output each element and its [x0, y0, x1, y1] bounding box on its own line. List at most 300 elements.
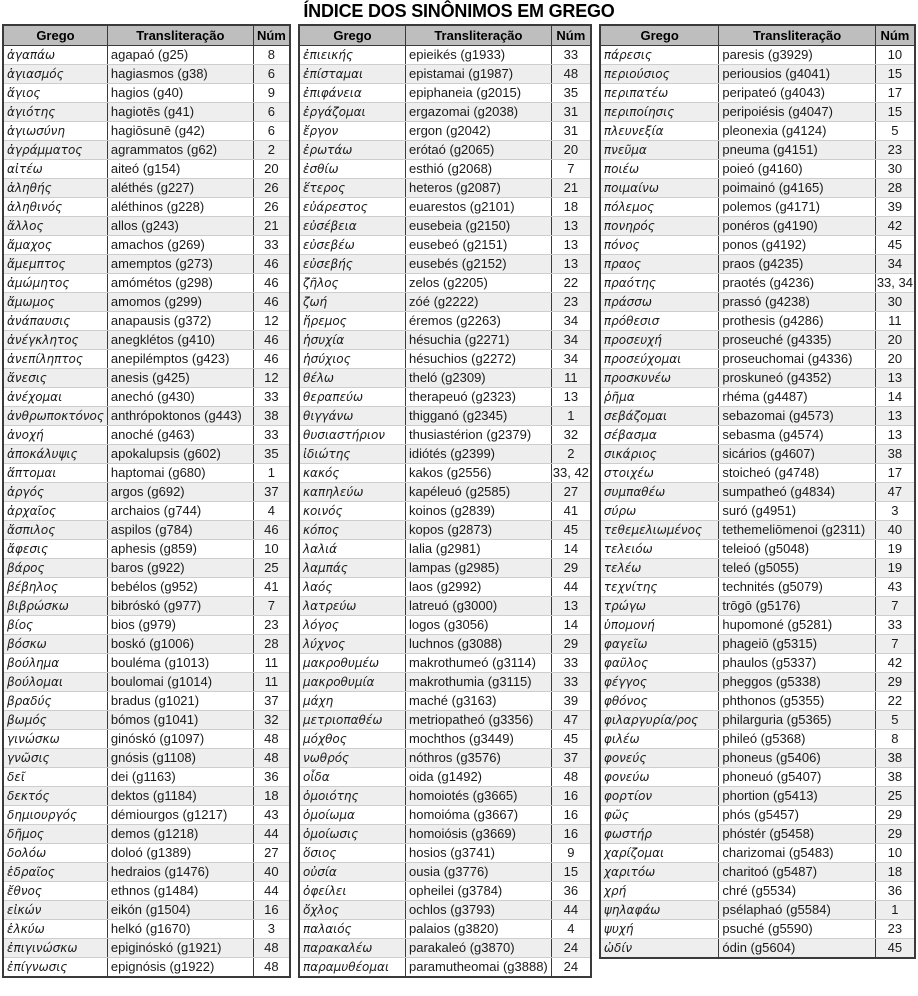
transliteration-value: phoneuó (g5407) [719, 768, 875, 787]
transliteration-value: eusebés (g2152) [406, 255, 552, 274]
transliteration-value: psélaphaó (g5584) [719, 901, 875, 920]
table-row [3, 673, 290, 692]
greek-term: οἶδα [299, 768, 406, 787]
table-row [299, 464, 591, 483]
table-row [3, 540, 290, 559]
transliteration-value: chré (g5534) [719, 882, 875, 901]
table-row [299, 882, 591, 901]
greek-term: ἐπιφάνεια [299, 84, 406, 103]
table-row [600, 540, 915, 559]
transliteration-value: hupomoné (g5281) [719, 616, 875, 635]
greek-term: ὅσιος [299, 844, 406, 863]
greek-term: τελειόω [600, 540, 719, 559]
num-value: 20 [875, 331, 915, 350]
greek-term: ἀνάπαυσις [3, 312, 107, 331]
greek-term: ἀνέχομαι [3, 388, 107, 407]
greek-term: ζῆλος [299, 274, 406, 293]
transliteration-value: paresis (g3929) [719, 46, 875, 65]
transliteration-value: prassó (g4238) [719, 293, 875, 312]
table-row [299, 293, 591, 312]
greek-term: βάρος [3, 559, 107, 578]
table-row [299, 597, 591, 616]
transliteration-value: epignósis (g1922) [107, 958, 253, 978]
transliteration-value: tethemeliōmenoi (g2311) [719, 521, 875, 540]
greek-term: ὁμοιότης [299, 787, 406, 806]
transliteration-value: bradus (g1021) [107, 692, 253, 711]
table-row [600, 578, 915, 597]
greek-term: θιγγάνω [299, 407, 406, 426]
transliteration-value: praotés (g4236) [719, 274, 875, 293]
num-value: 44 [551, 901, 591, 920]
transliteration-value: trōgō (g5176) [719, 597, 875, 616]
table-row [3, 350, 290, 369]
table-row [299, 806, 591, 825]
table-row [600, 274, 915, 293]
transliteration-value: makrothumeó (g3114) [406, 654, 552, 673]
num-value: 29 [875, 806, 915, 825]
greek-term: καπηλεύω [299, 483, 406, 502]
transliteration-value: anegklétos (g410) [107, 331, 253, 350]
table-row [299, 578, 591, 597]
num-value: 3 [253, 920, 290, 939]
num-value: 16 [551, 806, 591, 825]
transliteration-value: hagiotēs (g41) [107, 103, 253, 122]
greek-term: σύρω [600, 502, 719, 521]
greek-term: ποιέω [600, 160, 719, 179]
num-value: 45 [875, 939, 915, 959]
table-row [299, 692, 591, 711]
num-value: 16 [253, 901, 290, 920]
num-value: 8 [875, 730, 915, 749]
greek-term: περιποίησις [600, 103, 719, 122]
greek-term: ἐσθίω [299, 160, 406, 179]
table-row [3, 122, 290, 141]
table-row [299, 483, 591, 502]
table-row [299, 369, 591, 388]
table-row [600, 502, 915, 521]
transliteration-value: rhéma (g4487) [719, 388, 875, 407]
column-header-greek: Grego [299, 25, 406, 46]
transliteration-value: psuché (g5590) [719, 920, 875, 939]
table-row [600, 635, 915, 654]
num-value: 32 [253, 711, 290, 730]
num-value: 3 [875, 502, 915, 521]
num-value: 31 [551, 122, 591, 141]
num-value: 16 [551, 787, 591, 806]
greek-term: περιούσιος [600, 65, 719, 84]
table-row [3, 654, 290, 673]
greek-term: μόχθος [299, 730, 406, 749]
table-row [3, 369, 290, 388]
num-value: 47 [551, 711, 591, 730]
num-value: 48 [253, 730, 290, 749]
transliteration-value: logos (g3056) [406, 616, 552, 635]
table-row [299, 445, 591, 464]
table-row [3, 711, 290, 730]
table-row [3, 920, 290, 939]
num-value: 11 [253, 673, 290, 692]
num-value: 35 [551, 84, 591, 103]
num-value: 19 [875, 540, 915, 559]
num-value: 30 [875, 160, 915, 179]
greek-term: προσευχή [600, 331, 719, 350]
num-value: 22 [551, 274, 591, 293]
transliteration-value: therapeuó (g2323) [406, 388, 552, 407]
num-value: 30 [875, 293, 915, 312]
greek-term: προσεύχομαι [600, 350, 719, 369]
num-value: 20 [875, 350, 915, 369]
greek-term: λαός [299, 578, 406, 597]
table-row [600, 483, 915, 502]
table-row [299, 958, 591, 978]
greek-term: φιλαργυρία/ρος [600, 711, 719, 730]
transliteration-value: bebélos (g952) [107, 578, 253, 597]
greek-term: ἔργον [299, 122, 406, 141]
num-value: 43 [253, 806, 290, 825]
greek-term: ἡσύχιος [299, 350, 406, 369]
num-value: 1 [253, 464, 290, 483]
table-row [600, 217, 915, 236]
column-header-num: Núm [253, 25, 290, 46]
transliteration-value: amachos (g269) [107, 236, 253, 255]
greek-term: ἐπιεικής [299, 46, 406, 65]
transliteration-value: ousia (g3776) [406, 863, 552, 882]
transliteration-value: erótaó (g2065) [406, 141, 552, 160]
greek-term: φορτίον [600, 787, 719, 806]
greek-term: κόπος [299, 521, 406, 540]
table-row [3, 578, 290, 597]
transliteration-value: hagiōsunē (g42) [107, 122, 253, 141]
greek-term: λόγος [299, 616, 406, 635]
transliteration-value: archaios (g744) [107, 502, 253, 521]
greek-term: δεῖ [3, 768, 107, 787]
greek-term: ἁγιωσύνη [3, 122, 107, 141]
num-value: 10 [875, 46, 915, 65]
greek-term: ἐπίσταμαι [299, 65, 406, 84]
num-value: 29 [551, 559, 591, 578]
greek-term: ἀρχαῖος [3, 502, 107, 521]
num-value: 45 [551, 521, 591, 540]
num-value: 38 [875, 768, 915, 787]
greek-term: βωμός [3, 711, 107, 730]
table-row [600, 255, 915, 274]
transliteration-value: pheggos (g5338) [719, 673, 875, 692]
table-row [600, 445, 915, 464]
num-value: 17 [875, 84, 915, 103]
column-header-greek: Grego [600, 25, 719, 46]
table-row [600, 711, 915, 730]
greek-term: ἀνθρωποκτόνος [3, 407, 107, 426]
table-row [600, 920, 915, 939]
table-row [299, 331, 591, 350]
table-row [600, 331, 915, 350]
table-row [600, 863, 915, 882]
greek-term: ψυχή [600, 920, 719, 939]
greek-term: φονεύς [600, 749, 719, 768]
num-value: 35 [253, 445, 290, 464]
table-row [600, 65, 915, 84]
transliteration-value: démiourgos (g1217) [107, 806, 253, 825]
transliteration-value: teleó (g5055) [719, 559, 875, 578]
greek-term: μακροθυμία [299, 673, 406, 692]
num-value: 8 [253, 46, 290, 65]
table-row [600, 768, 915, 787]
transliteration-value: zelos (g2205) [406, 274, 552, 293]
transliteration-value: pleonexia (g4124) [719, 122, 875, 141]
table-row [600, 939, 915, 959]
greek-term: ἅπτομαι [3, 464, 107, 483]
transliteration-value: poimainó (g4165) [719, 179, 875, 198]
table-row [3, 388, 290, 407]
num-value: 28 [875, 179, 915, 198]
greek-term: πάρεσις [600, 46, 719, 65]
transliteration-value: aspilos (g784) [107, 521, 253, 540]
num-value: 40 [875, 521, 915, 540]
column-header-translit: Transliteração [107, 25, 253, 46]
transliteration-value: demos (g1218) [107, 825, 253, 844]
transliteration-value: opheilei (g3784) [406, 882, 552, 901]
table-row [3, 65, 290, 84]
num-value: 1 [551, 407, 591, 426]
num-value: 18 [875, 863, 915, 882]
greek-term: ἄνεσις [3, 369, 107, 388]
table-row [299, 844, 591, 863]
transliteration-value: idiótés (g2399) [406, 445, 552, 464]
transliteration-value: agrammatos (g62) [107, 141, 253, 160]
num-value: 22 [875, 692, 915, 711]
num-value: 33 [253, 426, 290, 445]
num-value: 33 [551, 46, 591, 65]
table-row [299, 711, 591, 730]
num-value: 46 [253, 521, 290, 540]
num-value: 45 [551, 730, 591, 749]
greek-term: λαμπάς [299, 559, 406, 578]
num-value: 6 [253, 122, 290, 141]
greek-term: οὐσία [299, 863, 406, 882]
table-row [3, 464, 290, 483]
num-value: 19 [875, 559, 915, 578]
table-row [3, 141, 290, 160]
table-row [3, 445, 290, 464]
num-value: 13 [551, 388, 591, 407]
table-row [3, 236, 290, 255]
greek-term: ἰδιώτης [299, 445, 406, 464]
transliteration-value: prothesis (g4286) [719, 312, 875, 331]
transliteration-value: anthrópoktonos (g443) [107, 407, 253, 426]
num-value: 4 [253, 502, 290, 521]
greek-term: πόλεμος [600, 198, 719, 217]
greek-term: ἐπίγνωσις [3, 958, 107, 978]
transliteration-value: charitoó (g5487) [719, 863, 875, 882]
transliteration-value: poieó (g4160) [719, 160, 875, 179]
transliteration-value: eusebeó (g2151) [406, 236, 552, 255]
table-row [299, 312, 591, 331]
table-row [3, 749, 290, 768]
num-value: 29 [551, 635, 591, 654]
column-header-translit: Transliteração [719, 25, 875, 46]
transliteration-value: zóé (g2222) [406, 293, 552, 312]
transliteration-value: phileó (g5368) [719, 730, 875, 749]
transliteration-value: suró (g4951) [719, 502, 875, 521]
table-row [600, 198, 915, 217]
table-row [3, 407, 290, 426]
num-value: 34 [551, 331, 591, 350]
table-row [299, 65, 591, 84]
synonym-table-right [599, 24, 916, 959]
table-row [299, 217, 591, 236]
greek-term: βραδύς [3, 692, 107, 711]
table-row [3, 730, 290, 749]
num-value: 44 [253, 825, 290, 844]
num-value: 46 [253, 274, 290, 293]
greek-term: ἕτερος [299, 179, 406, 198]
table-row [600, 103, 915, 122]
num-value: 47 [875, 483, 915, 502]
transliteration-value: phthonos (g5355) [719, 692, 875, 711]
greek-term: ψηλαφάω [600, 901, 719, 920]
header-row [3, 25, 290, 46]
column-header-greek: Grego [3, 25, 107, 46]
table-row [299, 787, 591, 806]
table-row [299, 141, 591, 160]
table-row [3, 635, 290, 654]
transliteration-value: dektos (g1184) [107, 787, 253, 806]
greek-term: φιλέω [600, 730, 719, 749]
transliteration-value: aiteó (g154) [107, 160, 253, 179]
num-value: 41 [551, 502, 591, 521]
transliteration-value: bouléma (g1013) [107, 654, 253, 673]
transliteration-value: epiphaneia (g2015) [406, 84, 552, 103]
transliteration-value: aléthés (g227) [107, 179, 253, 198]
greek-term: σικάριος [600, 445, 719, 464]
table-row [600, 388, 915, 407]
num-value: 48 [253, 939, 290, 958]
greek-term: εὐσεβέω [299, 236, 406, 255]
num-value: 38 [253, 407, 290, 426]
num-value: 6 [253, 65, 290, 84]
transliteration-value: hagios (g40) [107, 84, 253, 103]
table-row [3, 198, 290, 217]
transliteration-value: metriopatheó (g3356) [406, 711, 552, 730]
transliteration-value: esthió (g2068) [406, 160, 552, 179]
transliteration-value: oida (g1492) [406, 768, 552, 787]
num-value: 48 [253, 958, 290, 978]
transliteration-value: gnósis (g1108) [107, 749, 253, 768]
num-value: 33 [875, 616, 915, 635]
transliteration-value: ethnos (g1484) [107, 882, 253, 901]
num-value: 17 [875, 464, 915, 483]
greek-term: εὐσέβεια [299, 217, 406, 236]
num-value: 1 [875, 901, 915, 920]
num-value: 11 [253, 654, 290, 673]
transliteration-value: koinos (g2839) [406, 502, 552, 521]
greek-term: ἀγράμματος [3, 141, 107, 160]
greek-term: τρώγω [600, 597, 719, 616]
transliteration-value: teleioó (g5048) [719, 540, 875, 559]
transliteration-value: peripateó (g4043) [719, 84, 875, 103]
table-row [299, 103, 591, 122]
table-row [600, 806, 915, 825]
num-value: 15 [551, 863, 591, 882]
greek-term: ἀληθής [3, 179, 107, 198]
num-value: 25 [875, 787, 915, 806]
table-row [299, 635, 591, 654]
num-value: 29 [875, 673, 915, 692]
transliteration-value: phós (g5457) [719, 806, 875, 825]
num-value: 7 [875, 597, 915, 616]
header-row [299, 25, 591, 46]
greek-term: ἀνεπίληπτος [3, 350, 107, 369]
greek-term: θέλω [299, 369, 406, 388]
num-value: 23 [875, 141, 915, 160]
num-value: 27 [253, 844, 290, 863]
table-row [3, 559, 290, 578]
table-row [600, 616, 915, 635]
num-value: 34 [551, 312, 591, 331]
greek-term: δῆμος [3, 825, 107, 844]
table-row [299, 236, 591, 255]
transliteration-value: proseuché (g4335) [719, 331, 875, 350]
table-row [299, 749, 591, 768]
greek-term: βέβηλος [3, 578, 107, 597]
transliteration-value: baros (g922) [107, 559, 253, 578]
num-value: 13 [551, 255, 591, 274]
transliteration-value: lalia (g2981) [406, 540, 552, 559]
num-value: 23 [253, 616, 290, 635]
table-row [600, 160, 915, 179]
greek-term: δημιουργός [3, 806, 107, 825]
table-row [600, 179, 915, 198]
num-value: 10 [875, 844, 915, 863]
num-value: 29 [875, 825, 915, 844]
greek-term: πρόθεσισ [600, 312, 719, 331]
transliteration-value: phortion (g5413) [719, 787, 875, 806]
greek-term: ἅγιος [3, 84, 107, 103]
greek-term: παλαιός [299, 920, 406, 939]
greek-term: κακός [299, 464, 406, 483]
table-row [3, 255, 290, 274]
greek-term: εὐσεβής [299, 255, 406, 274]
num-value: 11 [551, 369, 591, 388]
num-value: 37 [253, 692, 290, 711]
transliteration-value: epistamai (g1987) [406, 65, 552, 84]
transliteration-value: boulomai (g1014) [107, 673, 253, 692]
transliteration-value: mochthos (g3449) [406, 730, 552, 749]
transliteration-value: anepilémptos (g423) [107, 350, 253, 369]
transliteration-value: technités (g5079) [719, 578, 875, 597]
greek-term: βούλημα [3, 654, 107, 673]
num-value: 11 [875, 312, 915, 331]
transliteration-value: parakaleó (g3870) [406, 939, 552, 958]
transliteration-value: heteros (g2087) [406, 179, 552, 198]
greek-term: βόσκω [3, 635, 107, 654]
num-value: 44 [253, 882, 290, 901]
transliteration-value: allos (g243) [107, 217, 253, 236]
num-value: 16 [551, 825, 591, 844]
num-value: 31 [551, 103, 591, 122]
greek-term: ὄχλος [299, 901, 406, 920]
transliteration-value: periousios (g4041) [719, 65, 875, 84]
num-value: 2 [551, 445, 591, 464]
num-value: 23 [551, 293, 591, 312]
transliteration-value: peripoiésis (g4047) [719, 103, 875, 122]
greek-term: στοιχέω [600, 464, 719, 483]
num-value: 26 [253, 198, 290, 217]
transliteration-value: hosios (g3741) [406, 844, 552, 863]
table-row [299, 540, 591, 559]
transliteration-value: apokalupsis (g602) [107, 445, 253, 464]
table-row [3, 939, 290, 958]
